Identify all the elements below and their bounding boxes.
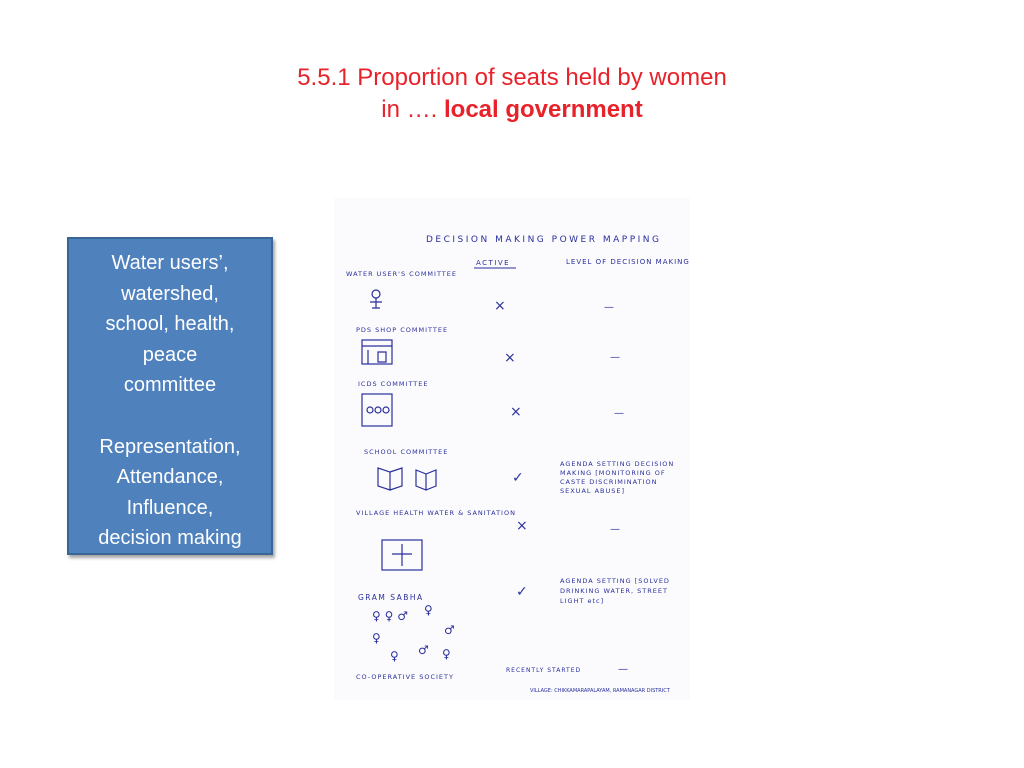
svg-text:♂: ♂: [418, 643, 429, 657]
svg-text:♀ ♀ ♂: ♀ ♀ ♂: [372, 609, 408, 623]
callout-line: Attendance,: [116, 466, 224, 488]
svg-text:♀: ♀: [442, 647, 451, 661]
level-mark: —: [604, 302, 614, 313]
callout-line: watershed,: [121, 282, 219, 305]
callout-box: [67, 237, 273, 555]
col-active-label: ACTIVE: [476, 259, 511, 267]
handwritten-chart: [334, 198, 690, 700]
callout-line: Influence,: [126, 496, 214, 519]
row-label: GRAM SABHA: [358, 593, 424, 602]
row-label: VILLAGE HEALTH WATER & SANITATION: [356, 509, 516, 517]
handwritten-chart-photo: [334, 198, 690, 700]
callout-spacer: [69, 401, 271, 432]
callout-line: Representation,: [99, 435, 241, 458]
title-line-2-bold: local government: [443, 96, 643, 123]
callout-line: peace: [142, 343, 198, 366]
active-mark: ×: [516, 518, 528, 534]
col-level-label: LEVEL OF DECISION MAKING: [566, 258, 690, 266]
callout-line: committee: [123, 374, 217, 396]
svg-text:♀: ♀: [390, 649, 399, 663]
svg-text:♀: ♀: [424, 603, 433, 617]
footer-note: VILLAGE: CHIKKAMARAPALAYAM, RAMANAGAR DISTRICT: [530, 688, 670, 694]
row-label: SCHOOL COMMITTEE: [364, 448, 449, 456]
level-note: AGENDA SETTING DECISION MAKING [MONITORING OF CASTE DISCRIMINATION SEXUAL ABUSE]: [560, 460, 675, 495]
callout-line: decision making: [98, 527, 242, 549]
title-line-2: [180, 94, 844, 126]
level-mark: —: [610, 352, 620, 363]
svg-text:♂: ♂: [444, 623, 455, 637]
callout-line: school, health,: [105, 313, 235, 335]
active-mark: ×: [494, 298, 506, 314]
active-note: RECENTLY STARTED: [506, 667, 582, 674]
level-mark: —: [614, 408, 624, 419]
title-line-2-prefix: in ….: [381, 96, 444, 123]
row-label: ICDS COMMITTEE: [358, 380, 429, 388]
row-label: CO-OPERATIVE SOCIETY: [356, 673, 454, 681]
slide-title: [180, 62, 844, 126]
level-note: AGENDA SETTING [SOLVED DRINKING WATER, STREET LIGHT etc]: [560, 577, 670, 605]
chart-heading: DECISION MAKING POWER MAPPING: [426, 235, 662, 245]
callout-line: Water users’,: [111, 252, 229, 274]
row-label: PDS SHOP COMMITTEE: [356, 326, 449, 334]
level-mark: —: [618, 664, 628, 675]
svg-text:♀: ♀: [372, 631, 381, 645]
row-label: WATER USER'S COMMITTEE: [346, 270, 457, 278]
title-line-1: 5.5.1 Proportion of seats held by women: [297, 64, 727, 91]
active-mark: ✓: [516, 584, 528, 600]
level-mark: —: [610, 524, 620, 535]
active-mark: ×: [504, 350, 516, 366]
active-mark: ×: [510, 404, 522, 420]
active-mark: ✓: [512, 470, 524, 486]
